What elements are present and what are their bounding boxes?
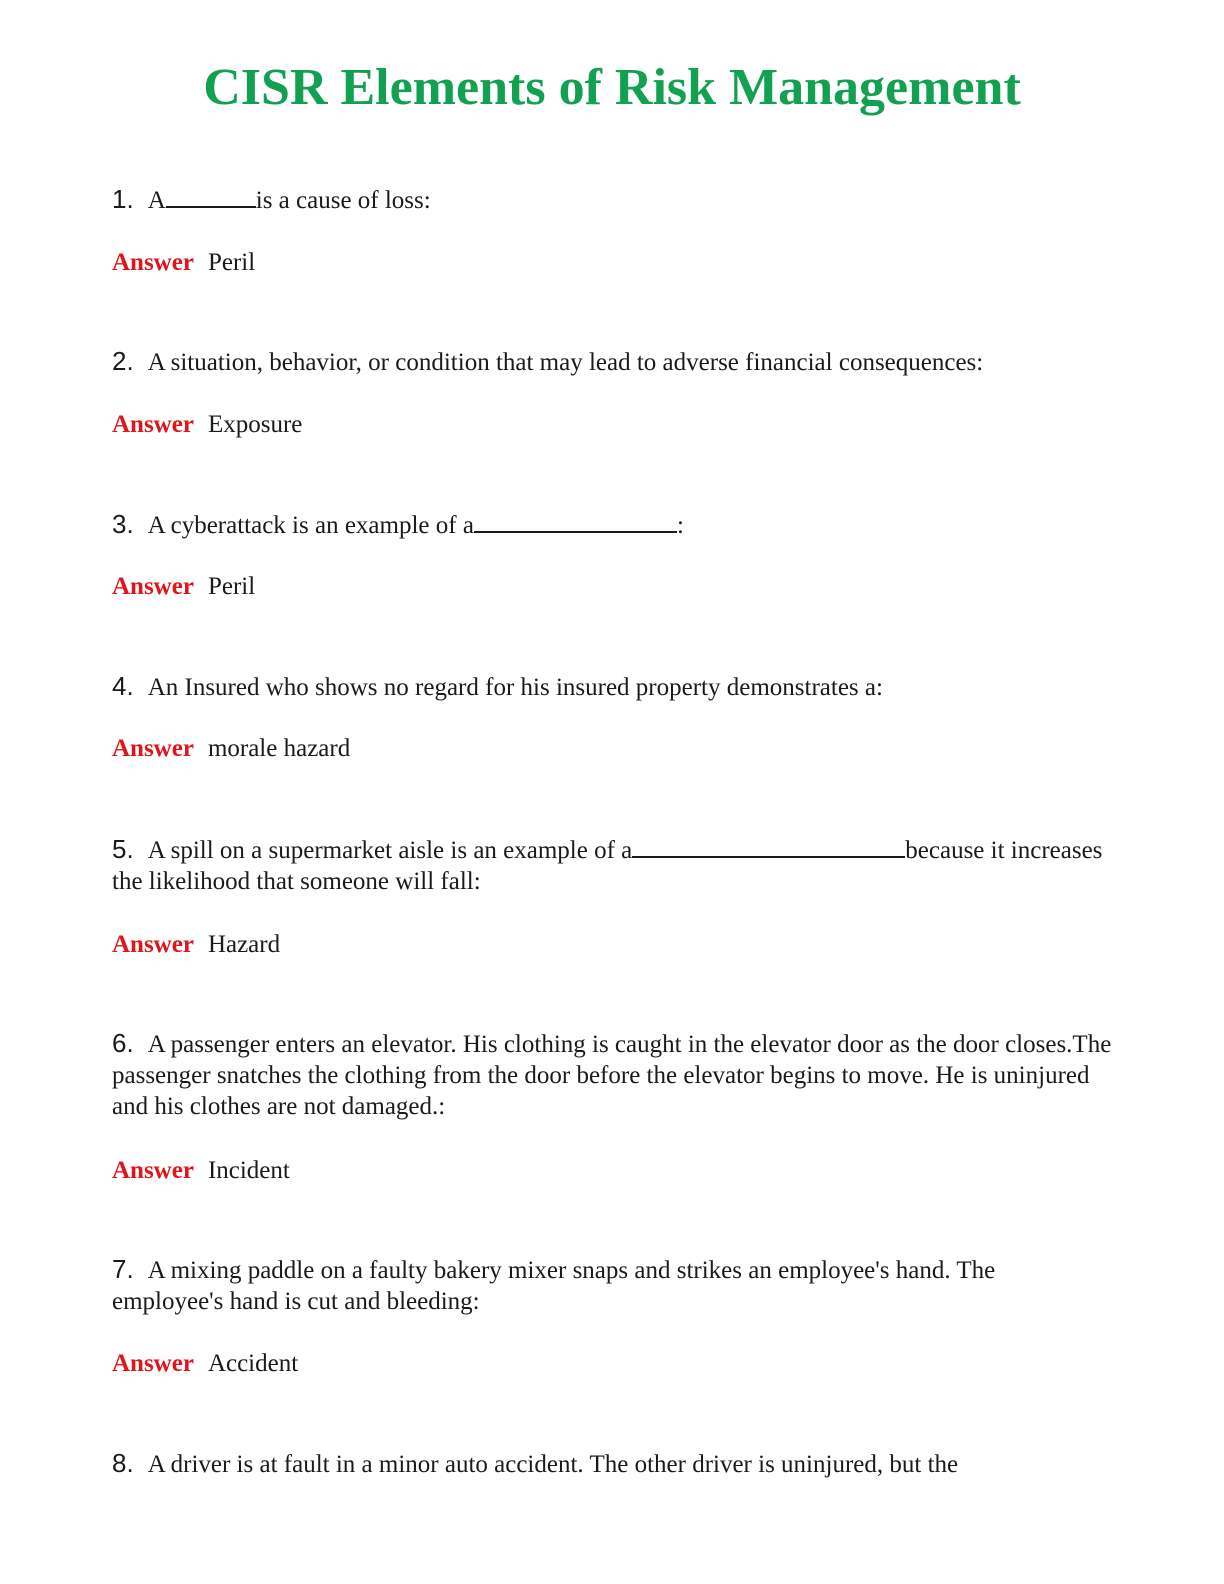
question-text: A passenger enters an elevator. His clothing is caught in the elevator door as the door closes.The passenger snatches the clothing from the door before the elevator begins to move. He is uninjured and his clothes are not damaged.: [112,1031,1112,1120]
question-text: A driver is at fault in a minor auto accident. The other driver is uninjured, but the [147,1451,959,1478]
question-8 [112,1448,1112,1480]
answer-label: Answer [112,411,194,438]
question-5 [112,834,1112,897]
question-6 [112,1028,1112,1122]
question-text: A mixing paddle on a faulty bakery mixer snaps and strikes an employee's hand. The employee's hand is cut and bleeding: [112,1257,996,1315]
answer-5 [112,929,280,960]
answer-label: Answer [112,931,194,958]
answer-value: Exposure [207,411,303,438]
question-text: A situation, behavior, or condition that may lead to adverse financial consequences: [147,349,984,376]
question-3 [112,509,1112,541]
answer-1 [112,247,255,278]
answer-label: Answer [112,1350,194,1377]
answer-label: Answer [112,573,194,600]
answer-label: Answer [112,735,194,762]
answer-blank [632,834,905,858]
answer-label: Answer [112,249,194,276]
question-7 [112,1254,1112,1317]
answer-6 [112,1155,290,1186]
question-number: 8. [112,1448,134,1478]
answer-value: Accident [207,1350,299,1377]
answer-value: Peril [207,573,256,600]
answer-3 [112,571,255,602]
question-2 [112,346,1112,378]
answer-blank [474,509,677,533]
answer-label: Answer [112,1157,194,1184]
answer-value: Hazard [207,931,281,958]
answer-value: Incident [207,1157,290,1184]
question-text-before: A [147,187,166,214]
answer-blank [166,184,256,208]
question-text: An Insured who shows no regard for his insured property demonstrates a: [147,674,883,701]
answer-7 [112,1348,298,1379]
answer-4 [112,733,350,764]
question-number: 5. [112,834,134,864]
question-number: 2. [112,346,134,376]
question-number: 4. [112,671,134,701]
question-text-before: A spill on a supermarket aisle is an example of a [147,837,633,864]
answer-2 [112,409,302,440]
question-text-after: : [676,512,684,539]
question-number: 3. [112,509,134,539]
question-number: 7. [112,1254,134,1284]
answer-value: morale hazard [207,735,351,762]
question-text-before: A cyberattack is an example of a [147,512,474,539]
question-number: 6. [112,1028,134,1058]
answer-value: Peril [207,249,256,276]
question-4 [112,671,1112,703]
question-1 [112,184,1112,216]
question-text-after: because it increases the likelihood that someone will fall: [112,837,1103,895]
question-number: 1. [112,184,134,214]
page-title: CISR Elements of Risk Management [203,59,1021,116]
question-text-after: is a cause of loss: [255,187,431,214]
